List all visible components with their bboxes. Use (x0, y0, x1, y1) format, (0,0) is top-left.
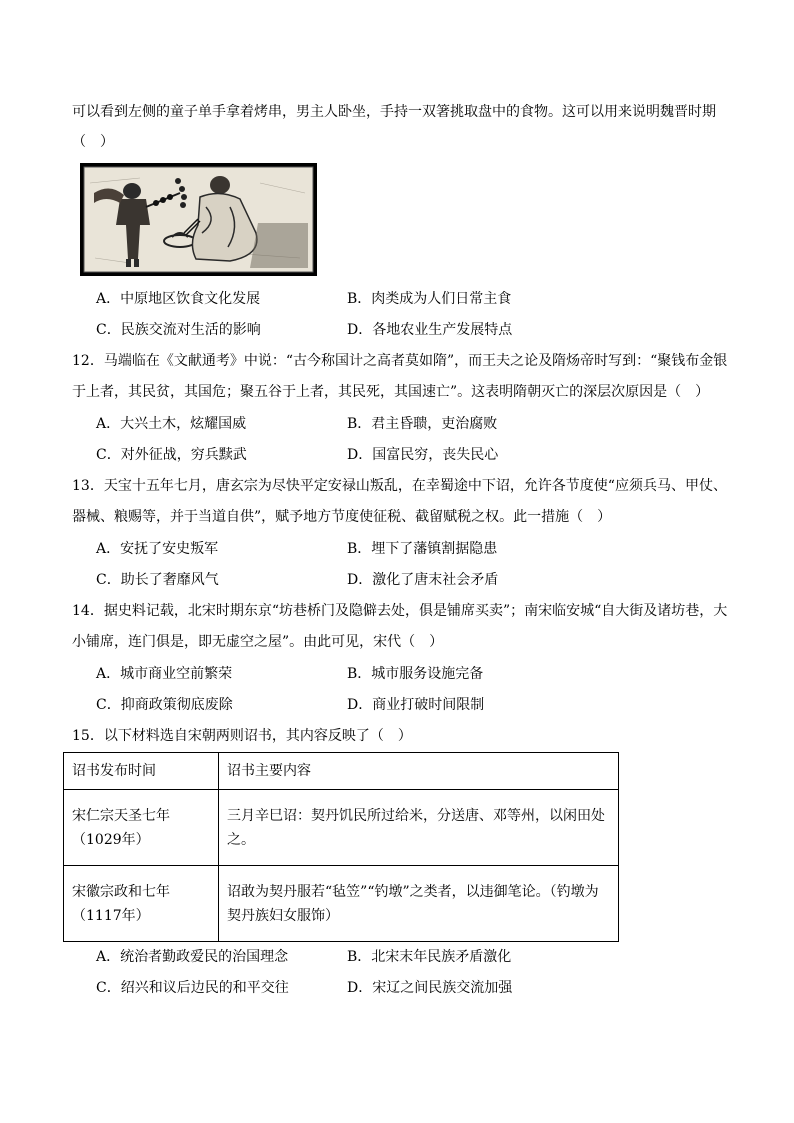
q14-option-a[interactable] (96, 664, 232, 684)
q11-option-d[interactable] (347, 320, 512, 340)
q13-stem-line2: 器械、粮赐等，并于当道自供”，赋予地方节度使征税、截留赋税之权。此一措施（ ） (72, 509, 612, 525)
q12-stem-line2: 于上者，其民贫，其国危；聚五谷于上者，其民死，其国速亡”。这表明隋朝灭亡的深层次原因是（ ） (72, 384, 710, 400)
option-text: 绍兴和议后边民的和平交往 (120, 980, 289, 996)
q13-option-d[interactable] (347, 570, 498, 590)
option-letter: B． (347, 291, 372, 307)
q14-option-d[interactable] (347, 695, 484, 715)
q14-stem-line1: 14．据史料记载，北宋时期东京“坊巷桥门及隐僻去处，俱是铺席买卖”；南宋临安城“自大街及诸坊巷，大 (72, 603, 728, 619)
option-text: 民族交流对生活的影响 (120, 322, 261, 338)
table-cell-time: 宋仁宗天圣七年（1029年） (64, 790, 219, 866)
option-text: 抑商政策彻底废除 (120, 697, 233, 713)
option-letter: D． (347, 572, 373, 588)
option-text: 对外征战，穷兵黩武 (120, 447, 247, 463)
table-cell-content: 三月辛巳诏：契丹饥民所过给米，分送唐、邓等州，以闲田处之。 (219, 790, 619, 866)
option-text: 中原地区饮食文化发展 (120, 291, 261, 307)
option-letter: A． (96, 291, 121, 307)
q12-option-c[interactable] (96, 445, 247, 465)
q12-stem-line1: 12．马端临在《文献通考》中说：“古今称国计之高者莫如隋”，而王夫之论及隋炀帝时写到：“聚钱布金银 (72, 353, 728, 369)
q13-option-c[interactable] (96, 570, 219, 590)
q14-option-c[interactable] (96, 695, 233, 715)
edict-table (63, 752, 619, 942)
option-letter: D． (347, 322, 373, 338)
option-text: 城市服务设施完备 (371, 666, 484, 682)
table-header-row (64, 753, 619, 790)
q12-option-a[interactable] (96, 414, 246, 434)
q14-option-b[interactable] (347, 664, 483, 684)
table-row (64, 790, 619, 866)
q15-option-b[interactable] (347, 947, 511, 967)
table-cell-time: 宋徽宗政和七年（1117年） (64, 866, 219, 942)
q13-stem-line1: 13．天宝十五年七月，唐玄宗为尽快平定安禄山叛乱，在幸蜀途中下诏，允许各节度使“应须兵马、甲仗、 (72, 478, 727, 494)
option-text: 商业打破时间限制 (372, 697, 485, 713)
option-text: 君主昏聩，吏治腐败 (371, 416, 498, 432)
option-text: 各地农业生产发展特点 (372, 322, 513, 338)
q11-option-c[interactable] (96, 320, 261, 340)
option-letter: C． (96, 322, 121, 338)
option-letter: B． (347, 666, 372, 682)
q13-option-a[interactable] (96, 539, 218, 559)
option-letter: A． (96, 666, 121, 682)
option-text: 大兴土木，炫耀国威 (120, 416, 247, 432)
q11-option-a[interactable] (96, 289, 260, 309)
q11-blank: （ ） (72, 134, 114, 150)
table-header-time: 诏书发布时间 (64, 753, 219, 790)
option-letter: C． (96, 572, 121, 588)
option-letter: B． (347, 541, 372, 557)
option-letter: B． (347, 949, 372, 965)
mural-painting-icon (80, 163, 317, 276)
table-header-content: 诏书主要内容 (219, 753, 619, 790)
option-text: 激化了唐末社会矛盾 (372, 572, 499, 588)
option-letter: A． (96, 949, 121, 965)
q13-option-b[interactable] (347, 539, 497, 559)
q15-option-a[interactable] (96, 947, 288, 967)
option-letter: C． (96, 980, 121, 996)
q15-option-d[interactable] (347, 978, 512, 998)
q11-stem: 可以看到左侧的童子单手拿着烤串，男主人卧坐，手持一双箸挑取盘中的食物。这可以用来说明魏晋时期 (72, 104, 716, 120)
option-text: 埋下了藩镇割据隐患 (371, 541, 498, 557)
q11-option-b[interactable] (347, 289, 511, 309)
option-letter: D． (347, 447, 373, 463)
option-text: 统治者勤政爱民的治国理念 (120, 949, 289, 965)
q14-stem-line2: 小铺席，连门俱是，即无虚空之屋”。由此可见，宋代（ ） (72, 634, 444, 650)
banquet-mural-image (80, 163, 317, 276)
q12-option-d[interactable] (347, 445, 498, 465)
option-text: 肉类成为人们日常主食 (371, 291, 512, 307)
option-text: 城市商业空前繁荣 (120, 666, 233, 682)
option-letter: A． (96, 541, 121, 557)
q15-option-c[interactable] (96, 978, 289, 998)
q15-stem: 15．以下材料选自宋朝两则诏书，其内容反映了（ ） (72, 728, 412, 744)
option-letter: B． (347, 416, 372, 432)
q12-option-b[interactable] (347, 414, 497, 434)
table-row (64, 866, 619, 942)
option-letter: D． (347, 697, 373, 713)
option-text: 国富民穷，丧失民心 (372, 447, 499, 463)
option-text: 助长了奢靡风气 (120, 572, 219, 588)
table-cell-content: 诏敢为契丹服若“毡笠”“钓墩”之类者，以违御笔论。（钓墩为契丹族妇女服饰） (219, 866, 619, 942)
option-text: 北宋末年民族矛盾激化 (371, 949, 512, 965)
option-letter: C． (96, 697, 121, 713)
option-letter: D． (347, 980, 373, 996)
option-text: 宋辽之间民族交流加强 (372, 980, 513, 996)
option-letter: C． (96, 447, 121, 463)
option-text: 安抚了安史叛军 (120, 541, 219, 557)
option-letter: A． (96, 416, 121, 432)
